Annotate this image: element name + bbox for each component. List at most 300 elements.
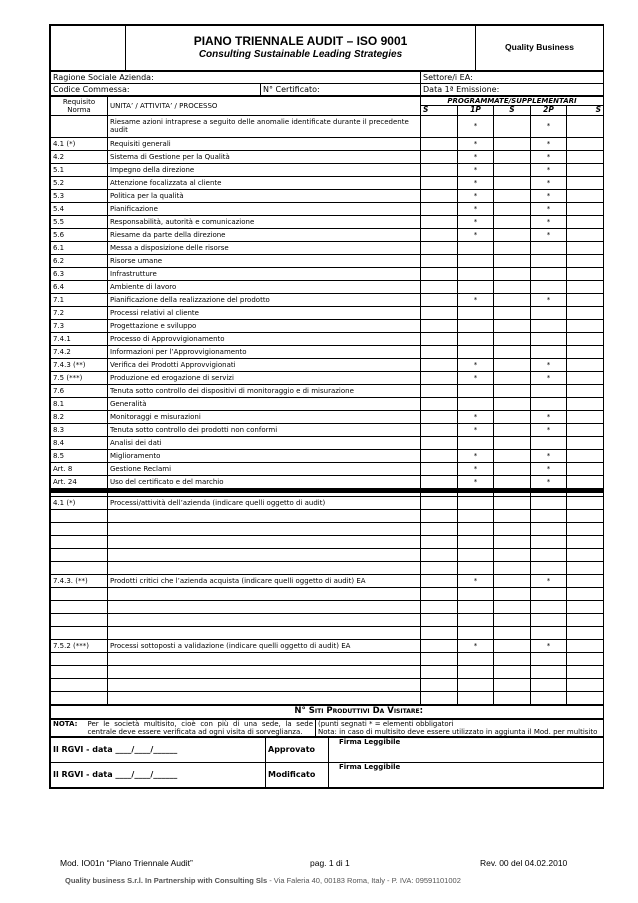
- requirement-row: [51, 397, 604, 410]
- empty-cell[interactable]: [51, 665, 108, 678]
- cell-empty: [494, 241, 531, 254]
- settore-field[interactable]: Settore/i EA:: [421, 72, 604, 84]
- cell-empty: [421, 639, 458, 652]
- cell-empty: [494, 319, 531, 332]
- cell-req: 7.5.2 (***): [51, 639, 108, 652]
- cell-empty: [494, 202, 531, 215]
- cell-empty: [567, 462, 604, 475]
- requirement-row: [51, 254, 604, 267]
- cell-empty: [567, 241, 604, 254]
- empty-cell[interactable]: [108, 548, 421, 561]
- empty-cell[interactable]: [458, 678, 494, 691]
- cell-empty: [567, 137, 604, 150]
- empty-cell[interactable]: [567, 535, 604, 548]
- cell-empty: [421, 267, 458, 280]
- cell-p2: *: [531, 176, 567, 189]
- cell-empty: [494, 345, 531, 358]
- empty-cell[interactable]: [458, 509, 494, 522]
- empty-cell[interactable]: [531, 561, 567, 574]
- empty-cell[interactable]: [421, 600, 458, 613]
- empty-cell[interactable]: [51, 678, 108, 691]
- empty-cell[interactable]: [458, 522, 494, 535]
- siti-table: [50, 705, 604, 719]
- empty-cell[interactable]: [494, 509, 531, 522]
- empty-cell[interactable]: [421, 535, 458, 548]
- empty-cell[interactable]: [108, 665, 421, 678]
- cell-empty: [494, 293, 531, 306]
- cell-req: 7.2: [51, 306, 108, 319]
- cell-empty: [494, 189, 531, 202]
- requirement-row: [51, 137, 604, 150]
- requirement-row: [51, 228, 604, 241]
- empty-cell[interactable]: [567, 678, 604, 691]
- empty-cell[interactable]: [494, 548, 531, 561]
- cell-p2: [531, 332, 567, 345]
- cell-p1: *: [458, 371, 494, 384]
- document-title: PIANO TRIENNALE AUDIT – ISO 9001: [193, 34, 408, 49]
- cell-empty: [494, 639, 531, 652]
- cell-desc: Processi/attività dell’azienda (indicare quelli oggetto di audit): [108, 496, 421, 509]
- empty-cell[interactable]: [421, 587, 458, 600]
- empty-row: [51, 600, 604, 613]
- empty-cell[interactable]: [494, 613, 531, 626]
- section-row-prodotti-critici: [51, 574, 604, 587]
- cell-desc: Informazioni per l’Approvvigionamento: [108, 345, 421, 358]
- empty-cell[interactable]: [421, 548, 458, 561]
- cell-p2: [531, 345, 567, 358]
- audit-requirements-table: [50, 96, 604, 705]
- empty-cell[interactable]: [108, 691, 421, 704]
- empty-cell[interactable]: [421, 652, 458, 665]
- cell-empty: [494, 496, 531, 509]
- requirement-row: [51, 150, 604, 163]
- empty-cell[interactable]: [567, 600, 604, 613]
- cell-req: 8.3: [51, 423, 108, 436]
- cell-p1: [458, 496, 494, 509]
- empty-cell[interactable]: [494, 587, 531, 600]
- certificato-field[interactable]: N° Certificato:: [261, 84, 421, 96]
- empty-cell[interactable]: [531, 535, 567, 548]
- cell-p2: [531, 496, 567, 509]
- empty-cell[interactable]: [108, 509, 421, 522]
- empty-cell[interactable]: [421, 665, 458, 678]
- cell-p2: [531, 397, 567, 410]
- cell-desc: Riesame azioni intraprese a seguito delle anomalie identificate durante il precedente audit: [108, 115, 421, 137]
- cell-desc: Responsabilità, autorità e comunicazione: [108, 215, 421, 228]
- footer-company-name: Quality business S.r.l. In Partnership with Consulting Sls: [65, 876, 268, 885]
- cell-p1: [458, 332, 494, 345]
- requirement-row: [51, 267, 604, 280]
- signature-table: [50, 737, 604, 788]
- cell-empty: [494, 254, 531, 267]
- requirement-row: [51, 176, 604, 189]
- empty-cell[interactable]: [494, 652, 531, 665]
- requirements-body: [51, 115, 604, 704]
- empty-cell[interactable]: [567, 691, 604, 704]
- cell-req: 8.2: [51, 410, 108, 423]
- empty-cell[interactable]: [458, 587, 494, 600]
- empty-cell[interactable]: [108, 561, 421, 574]
- empty-row: [51, 509, 604, 522]
- cell-p2: *: [531, 449, 567, 462]
- cell-desc: Processo di Approvvigionamento: [108, 332, 421, 345]
- cell-p2: *: [531, 358, 567, 371]
- cell-req: 7.4.1: [51, 332, 108, 345]
- empty-cell[interactable]: [567, 522, 604, 535]
- empty-row: [51, 561, 604, 574]
- cell-req: 5.2: [51, 176, 108, 189]
- data-emissione-field[interactable]: Data 1ª Emissione:: [421, 84, 604, 96]
- s2-header: S: [494, 106, 531, 116]
- cell-desc: Analisi dei dati: [108, 436, 421, 449]
- cell-desc: Processi relativi al cliente: [108, 306, 421, 319]
- cell-desc: Sistema di Gestione per la Qualità: [108, 150, 421, 163]
- requirement-row: [51, 371, 604, 384]
- cell-desc: Attenzione focalizzata al cliente: [108, 176, 421, 189]
- cell-empty: [494, 449, 531, 462]
- cell-req: 7.6: [51, 384, 108, 397]
- empty-row: [51, 535, 604, 548]
- empty-cell[interactable]: [458, 626, 494, 639]
- requirement-row: [51, 163, 604, 176]
- empty-cell[interactable]: [531, 691, 567, 704]
- cell-p2: [531, 267, 567, 280]
- cell-p1: [458, 254, 494, 267]
- cell-req: Art. 24: [51, 475, 108, 488]
- empty-cell[interactable]: [531, 652, 567, 665]
- requirement-row: [51, 436, 604, 449]
- empty-cell[interactable]: [51, 613, 108, 626]
- empty-cell[interactable]: [51, 626, 108, 639]
- cell-p1: *: [458, 176, 494, 189]
- empty-cell[interactable]: [421, 678, 458, 691]
- cell-empty: [567, 202, 604, 215]
- cell-p1: *: [458, 423, 494, 436]
- requirement-row: [51, 202, 604, 215]
- empty-cell[interactable]: [51, 600, 108, 613]
- cell-desc: Uso del certificato e del marchio: [108, 475, 421, 488]
- cell-desc: Impegno della direzione: [108, 163, 421, 176]
- empty-cell[interactable]: [458, 613, 494, 626]
- cell-req: 4.1 (*): [51, 496, 108, 509]
- cell-empty: [567, 115, 604, 137]
- cell-empty: [567, 496, 604, 509]
- cell-empty: [567, 345, 604, 358]
- cell-empty: [494, 137, 531, 150]
- cell-p2: *: [531, 202, 567, 215]
- requirement-row: [51, 384, 604, 397]
- empty-cell[interactable]: [458, 691, 494, 704]
- cell-desc: Tenuta sotto controllo dei dispositivi di monitoraggio e di misurazione: [108, 384, 421, 397]
- cell-desc: Generalità: [108, 397, 421, 410]
- requirement-row: [51, 293, 604, 306]
- cell-empty: [567, 254, 604, 267]
- info-table: [50, 71, 604, 96]
- empty-cell[interactable]: [108, 678, 421, 691]
- cell-desc: Prodotti critici che l’azienda acquista (indicare quelli oggetto di audit) EA: [108, 574, 421, 587]
- requirement-row: [51, 115, 604, 137]
- cell-empty: [494, 150, 531, 163]
- nota-table: [50, 719, 604, 737]
- cell-desc: Tenuta sotto controllo dei prodotti non conformi: [108, 423, 421, 436]
- cell-req: 7.4.3. (**): [51, 574, 108, 587]
- section-row-processi: [51, 496, 604, 509]
- cell-p2: [531, 254, 567, 267]
- cell-empty: [421, 436, 458, 449]
- empty-row: [51, 665, 604, 678]
- cell-p2: [531, 384, 567, 397]
- cell-empty: [567, 639, 604, 652]
- cell-empty: [494, 384, 531, 397]
- empty-cell[interactable]: [421, 691, 458, 704]
- cell-req: 7.1: [51, 293, 108, 306]
- footer-mod: Mod. IO01n “Piano Triennale Audit”: [60, 858, 193, 868]
- empty-row: [51, 548, 604, 561]
- cell-p1: *: [458, 475, 494, 488]
- empty-cell[interactable]: [567, 587, 604, 600]
- cell-empty: [421, 202, 458, 215]
- empty-cell[interactable]: [567, 626, 604, 639]
- empty-cell[interactable]: [421, 561, 458, 574]
- empty-cell[interactable]: [567, 665, 604, 678]
- cell-empty: [494, 267, 531, 280]
- modificato-date-field[interactable]: Il RGVI - data ____/____/______: [51, 762, 266, 787]
- empty-cell[interactable]: [421, 509, 458, 522]
- empty-cell[interactable]: [108, 522, 421, 535]
- cell-p1: *: [458, 137, 494, 150]
- cell-p2: *: [531, 215, 567, 228]
- nota-right-line1: (punti segnati * = elementi obbligatori: [318, 719, 454, 728]
- cell-empty: [421, 384, 458, 397]
- cell-req: 5.6: [51, 228, 108, 241]
- cell-empty: [494, 163, 531, 176]
- cell-req: 7.5 (***): [51, 371, 108, 384]
- empty-cell[interactable]: [494, 522, 531, 535]
- cell-empty: [567, 163, 604, 176]
- cell-req: 5.5: [51, 215, 108, 228]
- empty-cell[interactable]: [458, 561, 494, 574]
- cell-p1: [458, 384, 494, 397]
- cell-empty: [421, 115, 458, 137]
- empty-cell[interactable]: [458, 600, 494, 613]
- empty-cell[interactable]: [494, 691, 531, 704]
- cell-empty: [421, 176, 458, 189]
- cell-desc: Riesame da parte della direzione: [108, 228, 421, 241]
- empty-cell[interactable]: [51, 535, 108, 548]
- cell-empty: [567, 228, 604, 241]
- cell-empty: [421, 397, 458, 410]
- requirement-row: [51, 410, 604, 423]
- empty-cell[interactable]: [421, 522, 458, 535]
- requirement-row: [51, 449, 604, 462]
- empty-cell[interactable]: [51, 509, 108, 522]
- cell-empty: [494, 176, 531, 189]
- cell-req: 6.1: [51, 241, 108, 254]
- empty-cell[interactable]: [51, 587, 108, 600]
- cell-req: 8.5: [51, 449, 108, 462]
- brand-name: Quality Business: [476, 26, 604, 71]
- cell-empty: [567, 423, 604, 436]
- empty-cell[interactable]: [531, 678, 567, 691]
- empty-row: [51, 613, 604, 626]
- document-subtitle: Consulting Sustainable Leading Strategies: [198, 49, 403, 61]
- empty-cell[interactable]: [494, 535, 531, 548]
- cell-p2: *: [531, 115, 567, 137]
- empty-cell[interactable]: [567, 509, 604, 522]
- empty-cell[interactable]: [108, 600, 421, 613]
- empty-cell[interactable]: [567, 561, 604, 574]
- empty-cell[interactable]: [421, 626, 458, 639]
- cell-p1: [458, 397, 494, 410]
- empty-cell[interactable]: [567, 652, 604, 665]
- empty-cell[interactable]: [458, 548, 494, 561]
- footer-rev: Rev. 00 del 04.02.2010: [480, 858, 568, 868]
- empty-cell[interactable]: [531, 509, 567, 522]
- cell-empty: [567, 332, 604, 345]
- empty-cell[interactable]: [51, 652, 108, 665]
- empty-cell[interactable]: [531, 626, 567, 639]
- cell-p1: [458, 306, 494, 319]
- nota-right-cell: [316, 719, 604, 736]
- requirement-row: [51, 462, 604, 475]
- empty-cell[interactable]: [494, 600, 531, 613]
- empty-cell[interactable]: [494, 626, 531, 639]
- empty-cell[interactable]: [51, 522, 108, 535]
- cell-empty: [567, 397, 604, 410]
- cell-desc: Ambiente di lavoro: [108, 280, 421, 293]
- empty-cell[interactable]: [458, 535, 494, 548]
- empty-cell[interactable]: [108, 652, 421, 665]
- cell-empty: [567, 436, 604, 449]
- empty-cell[interactable]: [531, 600, 567, 613]
- cell-p2: [531, 280, 567, 293]
- cell-p1: *: [458, 163, 494, 176]
- cell-empty: [494, 574, 531, 587]
- programmate-header: PROGRAMMATE/SUPPLEMENTARI: [421, 97, 604, 106]
- nota-label: NOTA:: [51, 719, 86, 736]
- header-title-cell: [126, 26, 476, 71]
- nota-left-text: Per le società multisito, cioè con più di una sede, la sede centrale deve essere verificata ad ogni visita di sorveglianza.: [86, 719, 316, 736]
- cell-desc: Messa a disposizione delle risorse: [108, 241, 421, 254]
- cell-empty: [494, 462, 531, 475]
- cell-empty: [421, 475, 458, 488]
- cell-p2: *: [531, 574, 567, 587]
- empty-cell[interactable]: [421, 613, 458, 626]
- modificato-firma-field[interactable]: Firma Leggibile: [329, 762, 604, 787]
- approvato-date-field[interactable]: Il RGVI - data ____/____/______: [51, 737, 266, 762]
- requirement-row: [51, 358, 604, 371]
- requirement-row: [51, 189, 604, 202]
- cell-p1: *: [458, 410, 494, 423]
- cell-empty: [567, 280, 604, 293]
- cell-empty: [567, 371, 604, 384]
- cell-p2: *: [531, 150, 567, 163]
- cell-p1: *: [458, 115, 494, 137]
- empty-cell[interactable]: [494, 561, 531, 574]
- empty-row: [51, 522, 604, 535]
- empty-cell[interactable]: [567, 548, 604, 561]
- cell-req: 7.3: [51, 319, 108, 332]
- cell-p2: *: [531, 228, 567, 241]
- empty-cell[interactable]: [458, 652, 494, 665]
- empty-cell[interactable]: [531, 548, 567, 561]
- empty-cell[interactable]: [108, 626, 421, 639]
- empty-cell[interactable]: [531, 522, 567, 535]
- empty-cell[interactable]: [51, 691, 108, 704]
- approvato-firma-field[interactable]: Firma Leggibile: [329, 737, 604, 762]
- empty-row: [51, 626, 604, 639]
- cell-empty: [494, 371, 531, 384]
- cell-p2: *: [531, 163, 567, 176]
- s1-header: S: [421, 106, 458, 116]
- cell-empty: [494, 115, 531, 137]
- requirement-row: [51, 345, 604, 358]
- cell-desc: Infrastrutture: [108, 267, 421, 280]
- empty-cell[interactable]: [108, 613, 421, 626]
- cell-empty: [494, 410, 531, 423]
- empty-cell[interactable]: [531, 587, 567, 600]
- cell-desc: Gestione Reclami: [108, 462, 421, 475]
- cell-desc: Pianificazione della realizzazione del prodotto: [108, 293, 421, 306]
- cell-empty: [421, 163, 458, 176]
- p2-header: 2P: [531, 106, 567, 116]
- nota-right-line2: Nota: in caso di multisito deve essere utilizzato in aggiunta il Mod. per multisito: [318, 727, 598, 736]
- empty-cell[interactable]: [51, 548, 108, 561]
- empty-cell[interactable]: [108, 587, 421, 600]
- cell-empty: [567, 449, 604, 462]
- cell-req: 8.4: [51, 436, 108, 449]
- cell-req: 4.1 (*): [51, 137, 108, 150]
- cell-empty: [494, 280, 531, 293]
- cell-p1: *: [458, 202, 494, 215]
- cell-p2: *: [531, 293, 567, 306]
- cell-empty: [421, 137, 458, 150]
- cell-empty: [567, 319, 604, 332]
- cell-p2: *: [531, 410, 567, 423]
- empty-cell[interactable]: [51, 561, 108, 574]
- empty-cell[interactable]: [494, 665, 531, 678]
- empty-cell[interactable]: [531, 613, 567, 626]
- cell-empty: [421, 228, 458, 241]
- empty-cell[interactable]: [108, 535, 421, 548]
- cell-desc: Requisiti generali: [108, 137, 421, 150]
- codice-commessa-field[interactable]: Codice Commessa:: [51, 84, 261, 96]
- cell-p1: *: [458, 150, 494, 163]
- cell-empty: [567, 215, 604, 228]
- cell-empty: [421, 319, 458, 332]
- empty-cell[interactable]: [567, 613, 604, 626]
- empty-cell[interactable]: [494, 678, 531, 691]
- requirement-row: [51, 423, 604, 436]
- cell-req: 5.1: [51, 163, 108, 176]
- empty-row: [51, 678, 604, 691]
- cell-empty: [494, 423, 531, 436]
- cell-empty: [567, 293, 604, 306]
- empty-cell[interactable]: [531, 665, 567, 678]
- cell-empty: [494, 358, 531, 371]
- cell-empty: [567, 475, 604, 488]
- cell-empty: [494, 436, 531, 449]
- requirement-row: [51, 215, 604, 228]
- requirement-row: [51, 306, 604, 319]
- ragione-sociale-field[interactable]: Ragione Sociale Azienda:: [51, 72, 421, 84]
- cell-empty: [421, 293, 458, 306]
- s3-header: S: [567, 106, 604, 116]
- cell-empty: [567, 176, 604, 189]
- empty-cell[interactable]: [458, 665, 494, 678]
- cell-desc: Verifica dei Prodotti Approvvigionati: [108, 358, 421, 371]
- requirement-row: [51, 332, 604, 345]
